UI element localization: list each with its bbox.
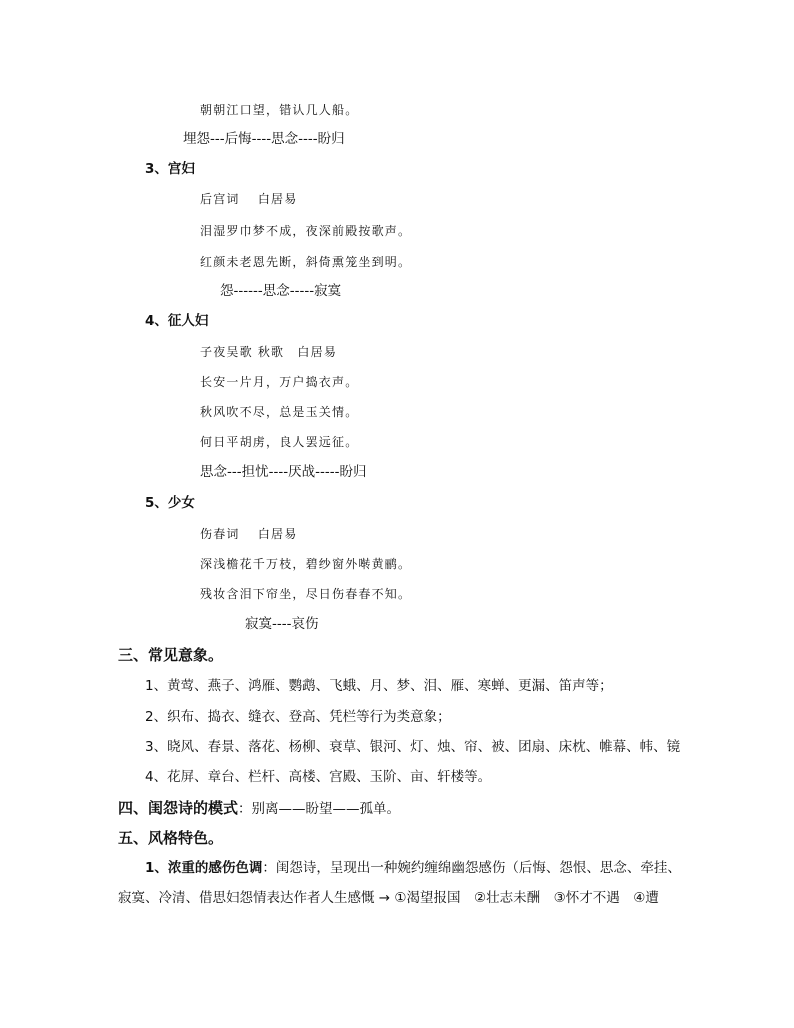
paragraph-line: 寂寞、冷清、借思妇怨情表达作者人生感慨 → ①渴望报国 ②壮志未酬 ③怀才不遇 ④遭 bbox=[118, 890, 659, 906]
list-item: 2、织布、捣衣、缝衣、登高、凭栏等行为类意象； bbox=[145, 709, 451, 725]
poem-line: 深浅檐花千万枝，碧纱窗外啭黄鹂。 bbox=[200, 557, 412, 571]
section-heading-pattern bbox=[118, 801, 400, 817]
subsection-title: 5、少女 bbox=[145, 495, 195, 511]
pattern-text: ：别离——盼望——孤单。 bbox=[238, 801, 401, 817]
poem-line: 朝朝江口望，错认几人船。 bbox=[200, 103, 359, 117]
emotion-summary: 思念---担忧----厌战-----盼归 bbox=[200, 464, 367, 480]
emotion-summary: 埋怨---后悔----思念----盼归 bbox=[183, 131, 345, 147]
poem-line: 何日平胡虏，良人罢远征。 bbox=[200, 435, 359, 449]
subsection-title: 3、宫妇 bbox=[145, 161, 195, 177]
list-item: 4、花屏、章台、栏杆、高楼、宫殿、玉阶、亩、轩楼等。 bbox=[145, 769, 492, 785]
poem-title: 子夜吴歌 秋歌 白居易 bbox=[200, 345, 338, 359]
poem-line: 长安一片月，万户捣衣声。 bbox=[200, 375, 359, 389]
list-item: 1、黄莺、燕子、鸿雁、鹦鹉、飞蛾、月、梦、泪、雁、寒蝉、更漏、笛声等； bbox=[145, 678, 613, 694]
poem-line: 红颜未老恩先断，斜倚熏笼坐到明。 bbox=[200, 255, 412, 269]
section-heading: 五、风格特色。 bbox=[118, 829, 224, 847]
list-item: 3、晓风、春景、落花、杨柳、衰草、银河、灯、烛、帘、被、团扇、床枕、帷幕、帏、镜 bbox=[145, 739, 681, 755]
section-heading-label: 四、闺怨诗的模式 bbox=[118, 799, 239, 817]
poem-line: 泪湿罗巾梦不成，夜深前殿按歌声。 bbox=[200, 224, 412, 238]
poem-line: 残妆含泪下帘坐，尽日伤春春不知。 bbox=[200, 587, 412, 601]
section-heading: 三、常见意象。 bbox=[118, 646, 224, 664]
subsection-title: 4、征人妇 bbox=[145, 313, 209, 329]
paragraph-line bbox=[145, 862, 681, 876]
emotion-summary: 寂寞----哀伤 bbox=[245, 616, 319, 632]
poem-title: 后宫词 白居易 bbox=[200, 192, 298, 206]
poem-line: 秋风吹不尽，总是玉关情。 bbox=[200, 405, 359, 419]
paragraph-lead: 1、浓重的感伤色调 bbox=[145, 860, 263, 876]
paragraph-text: ：闺怨诗，呈现出一种婉约缠绵幽怨感伤（后悔、怨恨、思念、牵挂、 bbox=[262, 860, 681, 876]
emotion-summary: 怨------思念-----寂寞 bbox=[220, 283, 342, 299]
poem-title: 伤春词 白居易 bbox=[200, 527, 298, 541]
